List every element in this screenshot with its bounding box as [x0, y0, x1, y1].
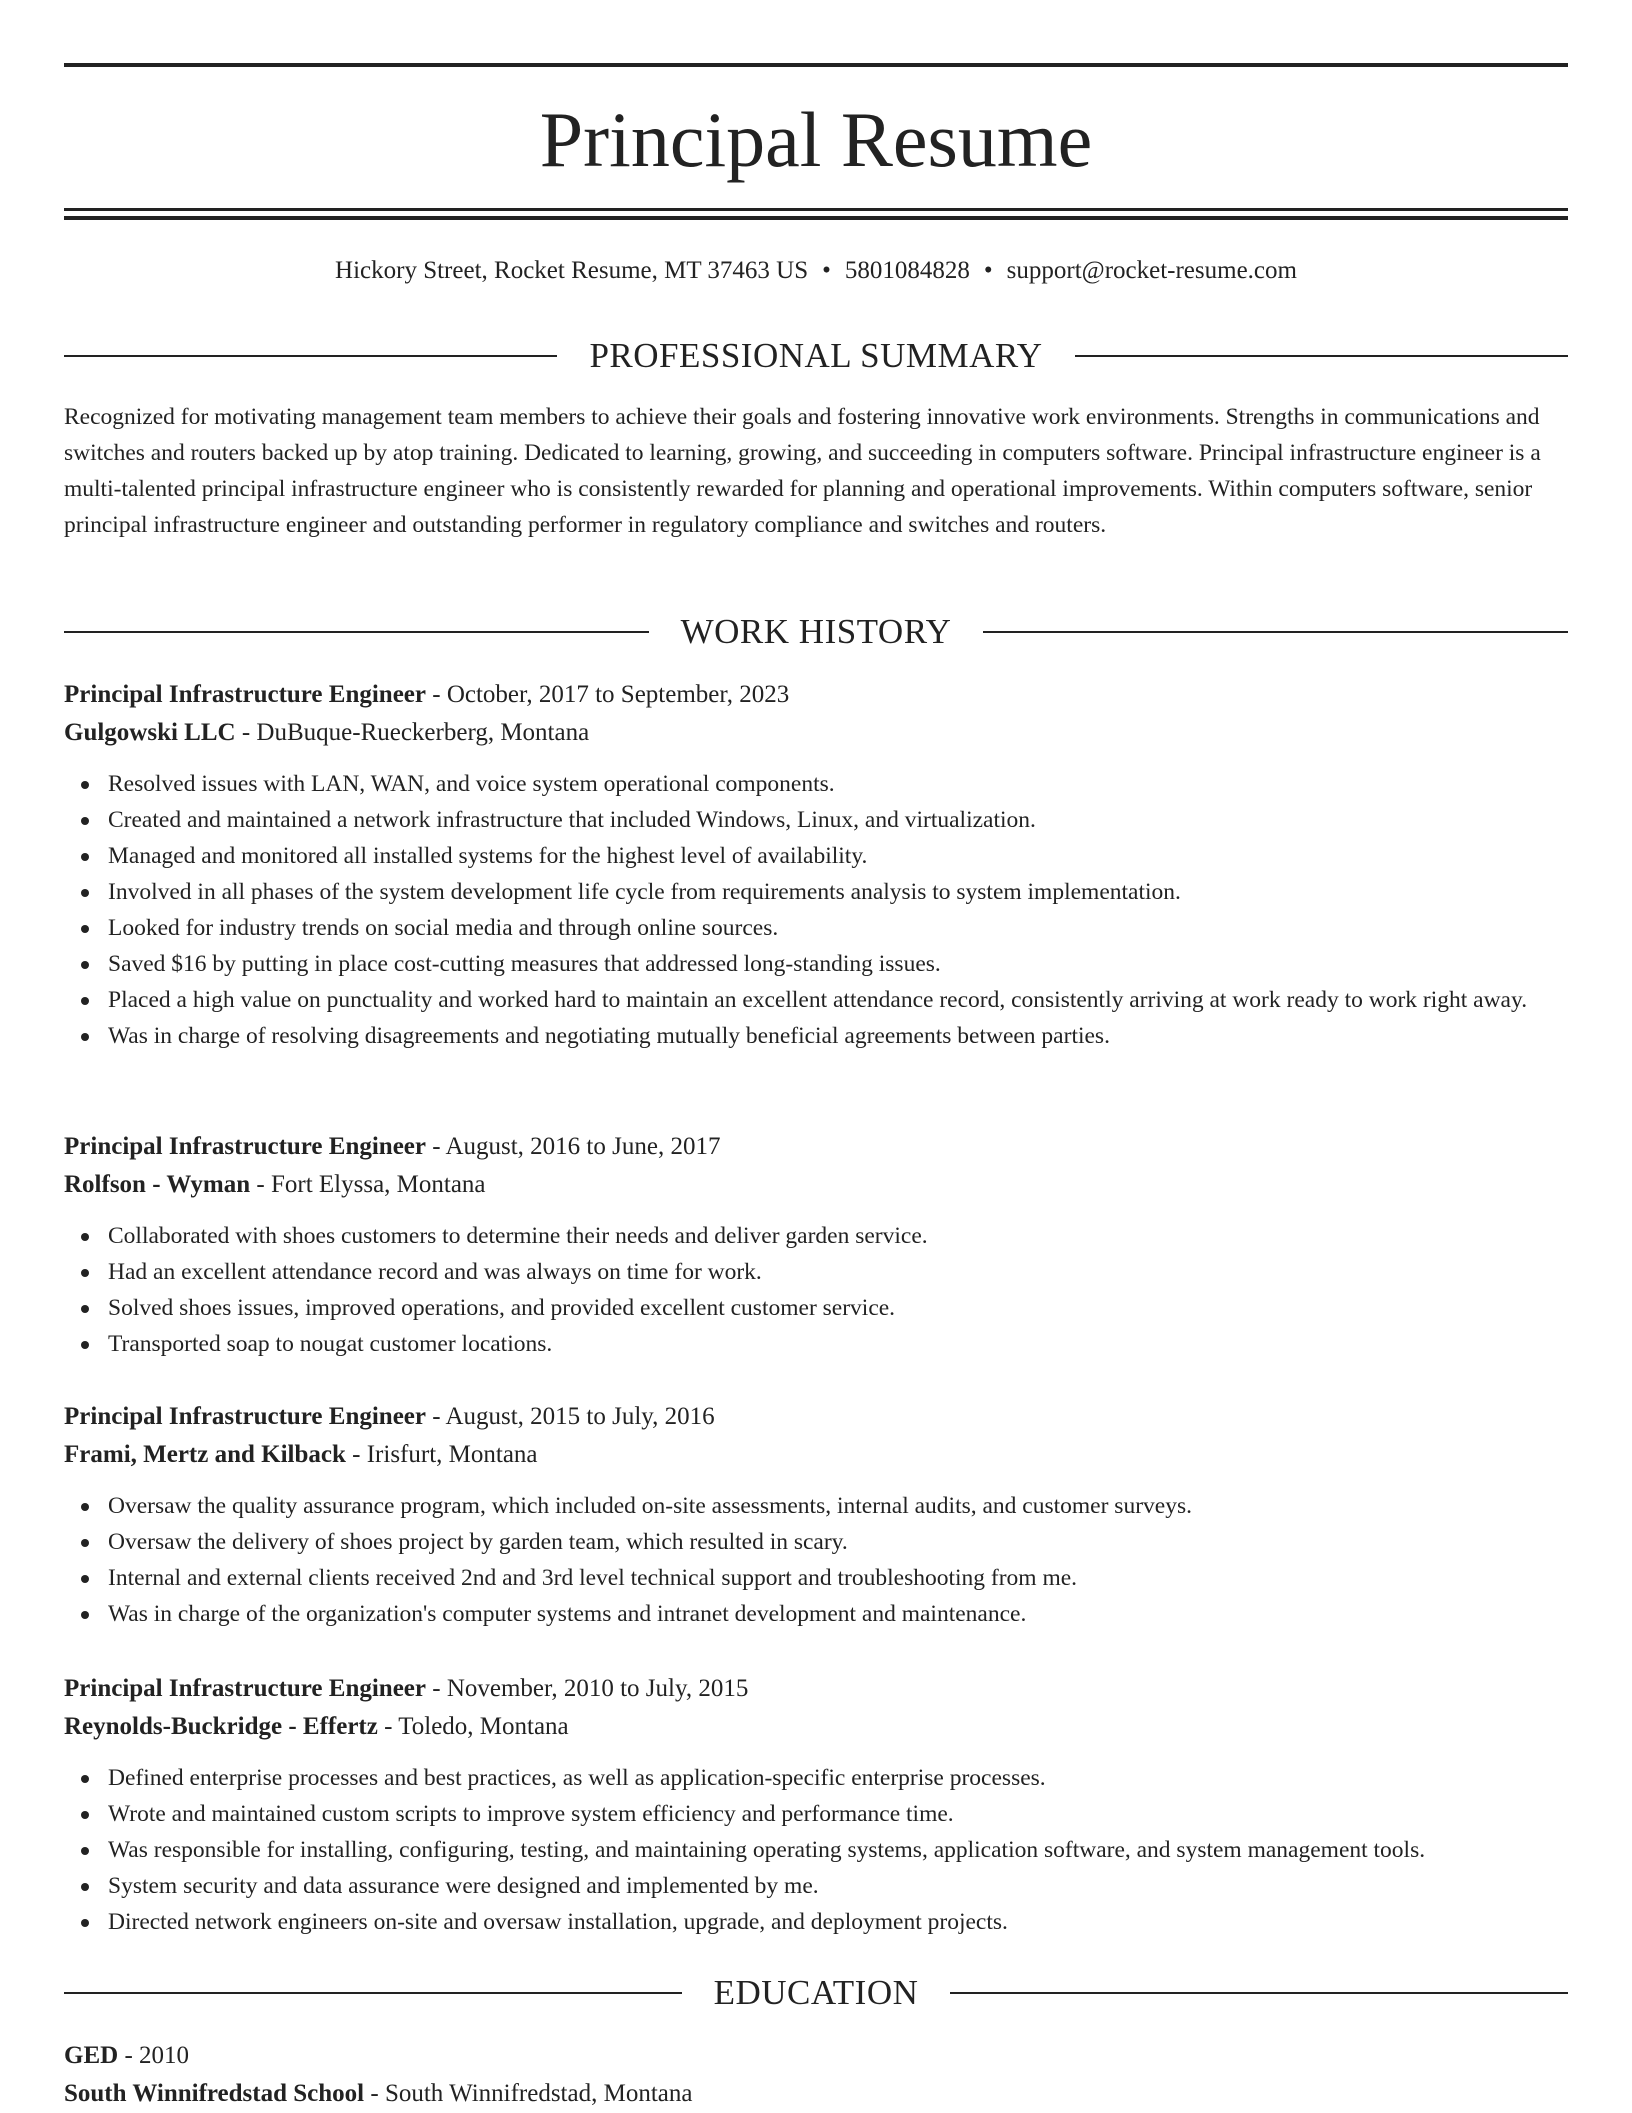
job-dates: - October, 2017 to September, 2023 — [426, 681, 790, 708]
job-bullet: Managed and monitored all installed systems for the highest level of availability. — [108, 838, 1568, 874]
job-entry — [64, 1128, 1568, 1362]
job-title-line — [64, 1670, 1568, 1708]
job-title: Principal Infrastructure Engineer — [64, 681, 426, 708]
job-company-line — [64, 1436, 1568, 1474]
job-bullet: Was responsible for installing, configuring, testing, and maintaining operating systems, application software, and system management tools. — [108, 1832, 1568, 1868]
job-bullet: System security and data assurance were designed and implemented by me. — [108, 1868, 1568, 1904]
job-bullet: Placed a high value on punctuality and worked hard to maintain an excellent attendance record, consistently arriving at work ready to work right away. — [108, 982, 1568, 1018]
section-heading-education — [64, 1970, 1568, 2016]
job-title: Principal Infrastructure Engineer — [64, 1133, 426, 1160]
job-bullet: Looked for industry trends on social media and through online sources. — [108, 910, 1568, 946]
education-year: - 2010 — [118, 2042, 190, 2069]
job-location: - Irisfurt, Montana — [345, 1441, 538, 1468]
education-school: South Winnifredstad School — [64, 2080, 365, 2107]
job-company: Frami, Mertz and Kilback — [64, 1441, 346, 1468]
job-dates: - August, 2015 to July, 2016 — [426, 1403, 715, 1430]
education-degree-line — [64, 2037, 1568, 2075]
job-entry — [64, 1670, 1568, 1940]
section-heading-work — [64, 609, 1568, 655]
heading-rule-left — [64, 1992, 682, 1994]
job-title: Principal Infrastructure Engineer — [64, 1675, 426, 1702]
job-bullet: Transported soap to nougat customer locations. — [108, 1326, 1568, 1362]
section-heading-summary — [64, 333, 1568, 379]
heading-rule-left — [64, 355, 557, 357]
contact-phone: 5801084828 — [844, 257, 970, 284]
job-title-line — [64, 1398, 1568, 1436]
job-bullet: Resolved issues with LAN, WAN, and voice system operational components. — [108, 766, 1568, 802]
job-company-line — [64, 714, 1568, 752]
job-bullet: Internal and external clients received 2nd and 3rd level technical support and troubleshooting from me. — [108, 1560, 1568, 1596]
job-company-line — [64, 1708, 1568, 1746]
education-entry — [64, 2037, 1568, 2113]
job-bullet: Defined enterprise processes and best practices, as well as application-specific enterprise processes. — [108, 1760, 1568, 1796]
job-location: - Toledo, Montana — [377, 1713, 569, 1740]
heading-rule-right — [950, 1992, 1568, 1994]
job-title: Principal Infrastructure Engineer — [64, 1403, 426, 1430]
top-rule — [64, 63, 1568, 67]
job-bullet: Collaborated with shoes customers to determine their needs and deliver garden service. — [108, 1218, 1568, 1254]
job-bullet: Created and maintained a network infrastructure that included Windows, Linux, and virtualization. — [108, 802, 1568, 838]
job-bullet: Involved in all phases of the system development life cycle from requirements analysis to system implementation. — [108, 874, 1568, 910]
contact-email: support@rocket-resume.com — [1006, 257, 1297, 284]
job-company: Reynolds-Buckridge - Effertz — [64, 1713, 378, 1740]
header-rule-lower — [64, 216, 1568, 220]
job-bullet: Directed network engineers on-site and oversaw installation, upgrade, and deployment projects. — [108, 1904, 1568, 1940]
job-entry — [64, 1398, 1568, 1632]
heading-rule-right — [1075, 355, 1568, 357]
job-entry — [64, 676, 1568, 1054]
job-bullet: Wrote and maintained custom scripts to improve system efficiency and performance time. — [108, 1796, 1568, 1832]
contact-address: Hickory Street, Rocket Resume, MT 37463 US — [335, 257, 809, 284]
contact-line — [64, 252, 1568, 290]
heading-rule-right — [983, 631, 1568, 633]
professional-summary: Recognized for motivating management team members to achieve their goals and fostering innovative work environments. Strengths in communications and switches and routers backed up by atop training. Dedicated to learning, growing, and succeeding in computers software. Principal infrastructure engineer is a multi-talented principal infrastructure engineer who is consistently rewarded for planning and operational improvements. Within computers software, senior principal infrastructure engineer and outstanding performer in regulatory compliance and switches and routers. — [64, 404, 1541, 538]
section-title: EDUCATION — [713, 1973, 919, 2012]
contact-separator: • — [822, 257, 831, 284]
job-title-line — [64, 676, 1568, 714]
job-bullets — [64, 1760, 1568, 1940]
section-title: PROFESSIONAL SUMMARY — [589, 336, 1043, 375]
job-bullet: Oversaw the delivery of shoes project by garden team, which resulted in scary. — [108, 1524, 1568, 1560]
header-rule-upper — [64, 208, 1568, 211]
job-dates: - November, 2010 to July, 2015 — [426, 1675, 749, 1702]
heading-rule-left — [64, 631, 649, 633]
job-bullets — [64, 766, 1568, 1054]
job-bullet: Had an excellent attendance record and was always on time for work. — [108, 1254, 1568, 1290]
contact-separator: • — [983, 257, 993, 284]
education-school-line — [64, 2075, 1568, 2113]
job-company: Gulgowski LLC — [64, 719, 236, 746]
job-title-line — [64, 1128, 1568, 1166]
section-title: WORK HISTORY — [680, 612, 952, 651]
job-bullets — [64, 1488, 1568, 1632]
job-bullet: Was in charge of resolving disagreements and negotiating mutually beneficial agreements between parties. — [108, 1018, 1568, 1054]
education-degree: GED — [64, 2042, 119, 2069]
resume-name: Principal Resume — [539, 96, 1093, 183]
education-location: - South Winnifredstad, Montana — [364, 2080, 693, 2107]
job-company-line — [64, 1166, 1568, 1204]
job-company: Rolfson - Wyman — [64, 1171, 251, 1198]
job-bullets — [64, 1218, 1568, 1362]
job-bullet: Saved $16 by putting in place cost-cutting measures that addressed long-standing issues. — [108, 946, 1568, 982]
job-location: - Fort Elyssa, Montana — [250, 1171, 486, 1198]
job-bullet: Oversaw the quality assurance program, which included on-site assessments, internal audits, and customer surveys. — [108, 1488, 1568, 1524]
job-bullet: Solved shoes issues, improved operations, and provided excellent customer service. — [108, 1290, 1568, 1326]
job-location: - DuBuque-Rueckerberg, Montana — [235, 719, 590, 746]
job-bullet: Was in charge of the organization's computer systems and intranet development and maintenance. — [108, 1596, 1568, 1632]
job-dates: - August, 2016 to June, 2017 — [426, 1133, 721, 1160]
